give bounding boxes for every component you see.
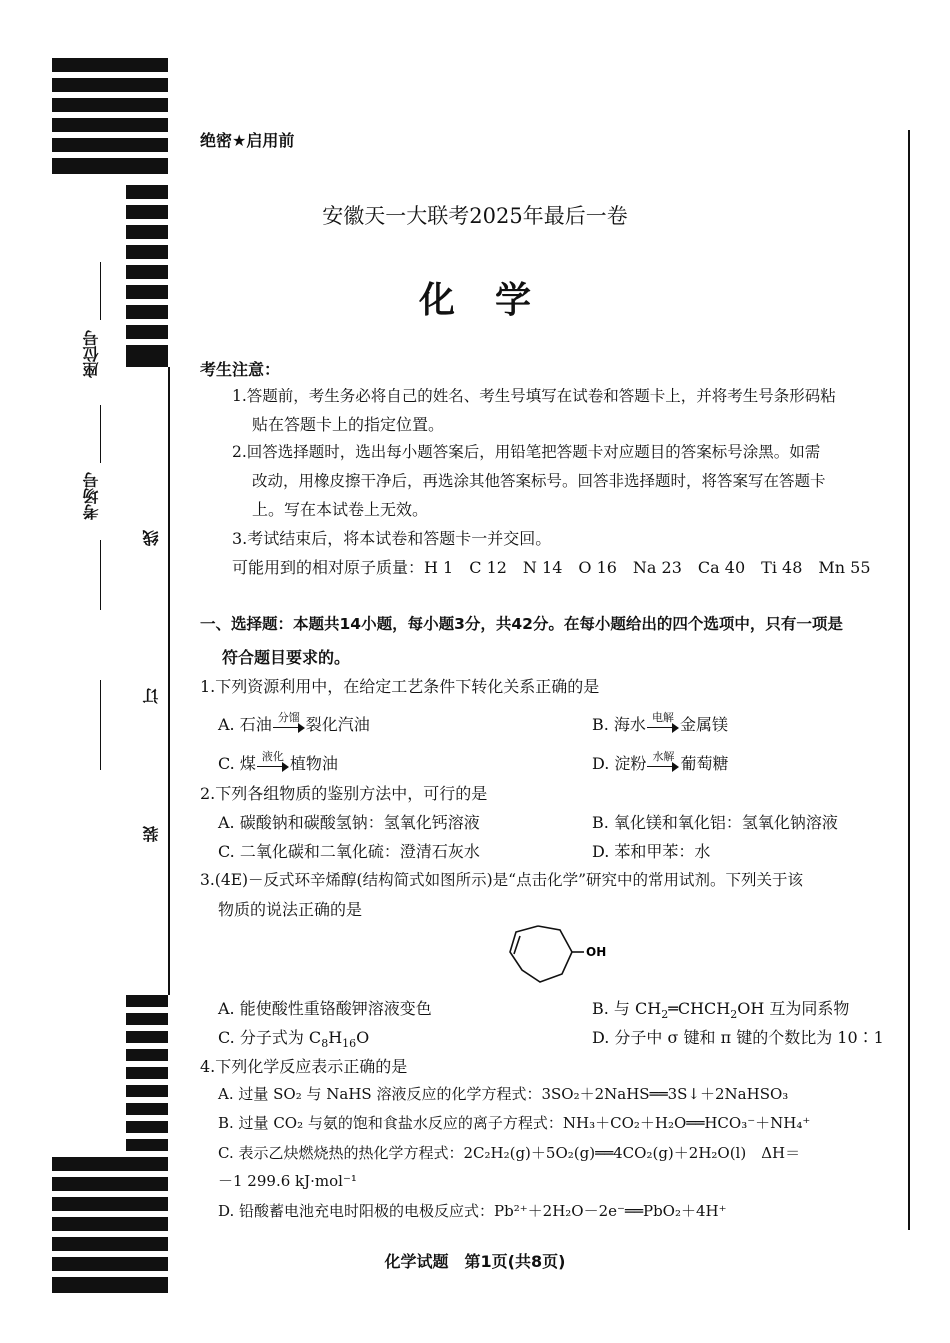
question-3-stem: 3.(4E)－反式环辛烯醇(结构简式如图所示)是“点击化学”研究中的常用试剂。下列关于该	[200, 871, 804, 889]
option-text: 裂化汽油	[305, 715, 370, 734]
q1-option-a[interactable]	[218, 712, 370, 735]
notice-item: 上。写在本试卷上无效。	[252, 500, 429, 519]
subject-title: 化学	[418, 280, 571, 321]
barcode-bar	[126, 995, 168, 1007]
notice-item: 改动，用橡皮擦干净后，再选涂其他答案标号。回答非选择题时，将答案写在答题卡	[252, 472, 826, 490]
barcode-bar	[126, 185, 168, 199]
secret-mark: 绝密★启用前	[200, 131, 295, 150]
reaction-arrow	[647, 749, 679, 772]
section-heading: 符合题目要求的。	[222, 648, 351, 667]
barcode-bar	[126, 325, 168, 339]
atomic-masses-label: 可能用到的相对原子质量：	[232, 558, 425, 577]
barcode-bar	[52, 118, 168, 132]
q1-option-b[interactable]	[592, 712, 728, 735]
q1-option-d[interactable]	[592, 751, 728, 774]
q4-option-c[interactable]: C. 表示乙炔燃烧热的热化学方程式：2C₂H₂(g)＋5O₂(g)══4CO₂(g)＋2H₂O(l) ΔH＝	[218, 1144, 801, 1162]
page-footer: 化学试题 第1页(共8页)	[384, 1252, 566, 1271]
barcode-bar	[52, 58, 168, 72]
barcode-bar	[126, 1085, 168, 1097]
cut-line-zhuang: 装	[142, 826, 161, 842]
q4-option-c-cont: －1 299.6 kJ·mol⁻¹	[218, 1172, 357, 1190]
reaction-arrow	[273, 710, 305, 733]
barcode-bar	[126, 1013, 168, 1025]
q2-option-c[interactable]: C. 二氧化碳和二氧化硫：澄清石灰水	[218, 842, 480, 861]
q4-option-d[interactable]: D. 铅酸蓄电池充电时阳极的电极反应式：Pb²⁺＋2H₂O－2e⁻══PbO₂＋4H⁺	[218, 1202, 727, 1220]
question-1-stem: 1.下列资源利用中，在给定工艺条件下转化关系正确的是	[200, 677, 600, 696]
barcode-bar	[126, 245, 168, 259]
atomic-masses	[232, 555, 871, 578]
exam-room-label: 考场号	[82, 472, 101, 520]
arrow-condition: 电解	[651, 710, 674, 724]
q3-option-b[interactable]	[592, 996, 849, 1021]
barcode-bar	[126, 1139, 168, 1151]
option-text: 葡萄糖	[680, 754, 729, 773]
option-text: 植物油	[289, 754, 338, 773]
cut-line-xian: 线	[142, 530, 161, 546]
option-text: H	[328, 1028, 343, 1047]
exam-room-blank[interactable]	[100, 405, 101, 463]
barcode-bar	[52, 1197, 168, 1211]
binding-line	[168, 367, 170, 995]
reaction-arrow	[257, 749, 289, 772]
q3-option-c[interactable]	[218, 1025, 369, 1050]
option-text: OH 互为同系物	[737, 999, 850, 1018]
option-text: B. 与 CH	[592, 999, 662, 1018]
arrow-condition: 液化	[261, 749, 284, 763]
barcode-bar	[126, 1031, 168, 1043]
barcode-bar	[126, 1103, 168, 1115]
barcode-bar	[126, 1067, 168, 1079]
q2-option-a[interactable]: A. 碳酸钠和碳酸氢钠：氢氧化钙溶液	[218, 813, 480, 832]
option-text: C. 煤	[218, 754, 256, 773]
q4-option-a[interactable]: A. 过量 SO₂ 与 NaHS 溶液反应的化学方程式：3SO₂＋2NaHS══3S↓＋2NaHSO₃	[218, 1085, 789, 1103]
option-text: 金属镁	[679, 715, 728, 734]
barcode-bar	[126, 1121, 168, 1133]
notice-item: 3.考试结束后，将本试卷和答题卡一并交回。	[232, 529, 552, 548]
q4-option-b[interactable]: B. 过量 CO₂ 与氨的饱和食盐水反应的离子方程式：NH₃＋CO₂＋H₂O══HCO₃⁻＋NH₄⁺	[218, 1114, 811, 1132]
option-text: O	[356, 1028, 370, 1047]
blank-line[interactable]	[100, 540, 101, 610]
subscript: 2	[661, 1008, 669, 1022]
subscript: 16	[342, 1037, 357, 1051]
notice-item: 2.回答选择题时，选出每小题答案后，用铅笔把答题卡对应题目的答案标号涂黑。如需	[232, 443, 821, 461]
notice-item: 1.答题前，考生务必将自己的姓名、考生号填写在试卷和答题卡上，并将考生号条形码粘	[232, 387, 836, 405]
hydroxyl-label: OH	[586, 945, 607, 959]
barcode-bar	[52, 1177, 168, 1191]
q3-option-d[interactable]: D. 分子中 σ 键和 π 键的个数比为 10∶1	[592, 1028, 884, 1047]
q2-option-b[interactable]: B. 氧化镁和氧化铝：氢氧化钠溶液	[592, 813, 838, 832]
option-text: B. 海水	[592, 715, 646, 734]
option-text: D. 淀粉	[592, 754, 647, 773]
barcode-bar	[52, 158, 168, 174]
option-text: C. 分子式为 C	[218, 1028, 322, 1047]
barcode-bar	[52, 78, 168, 92]
question-2-stem: 2.下列各组物质的鉴别方法中，可行的是	[200, 784, 488, 803]
barcode-bar	[52, 1157, 168, 1171]
blank-line[interactable]	[100, 680, 101, 770]
question-4-stem: 4.下列化学反应表示正确的是	[200, 1057, 408, 1076]
section-heading: 一、选择题：本题共14小题，每小题3分，共42分。在每小题给出的四个选项中，只有一项是	[200, 615, 843, 633]
exam-title: 安徽天一大联考2025年最后一卷	[322, 204, 628, 228]
barcode-bar	[126, 345, 168, 367]
q1-option-c[interactable]	[218, 751, 338, 774]
reaction-arrow	[647, 710, 679, 733]
arrow-condition: 水解	[652, 749, 675, 763]
barcode-bar	[52, 98, 168, 112]
notice-item: 贴在答题卡上的指定位置。	[252, 415, 445, 434]
q2-option-d[interactable]: D. 苯和甲苯：水	[592, 842, 711, 861]
atomic-masses-values: H 1 C 12 N 14 O 16 Na 23 Ca 40 Ti 48 Mn 55	[424, 558, 871, 577]
subscript: 2	[730, 1008, 738, 1022]
notice-title: 考生注意：	[200, 360, 281, 379]
barcode-bar	[52, 1217, 168, 1231]
cut-line-ding: 订	[142, 688, 161, 704]
option-text: ═CHCH	[668, 999, 731, 1018]
option-text: A. 石油	[218, 715, 272, 734]
barcode-bar	[52, 1277, 168, 1293]
cyclooctenol-structure	[500, 918, 610, 988]
barcode-bar	[126, 1049, 168, 1061]
seat-number-label: 座位号	[82, 330, 101, 378]
barcode-bar	[52, 138, 168, 152]
subscript: 8	[321, 1037, 329, 1051]
question-3-stem: 物质的说法正确的是	[218, 900, 363, 919]
q3-option-a[interactable]: A. 能使酸性重铬酸钾溶液变色	[218, 999, 432, 1018]
arrow-condition: 分馏	[277, 710, 300, 724]
